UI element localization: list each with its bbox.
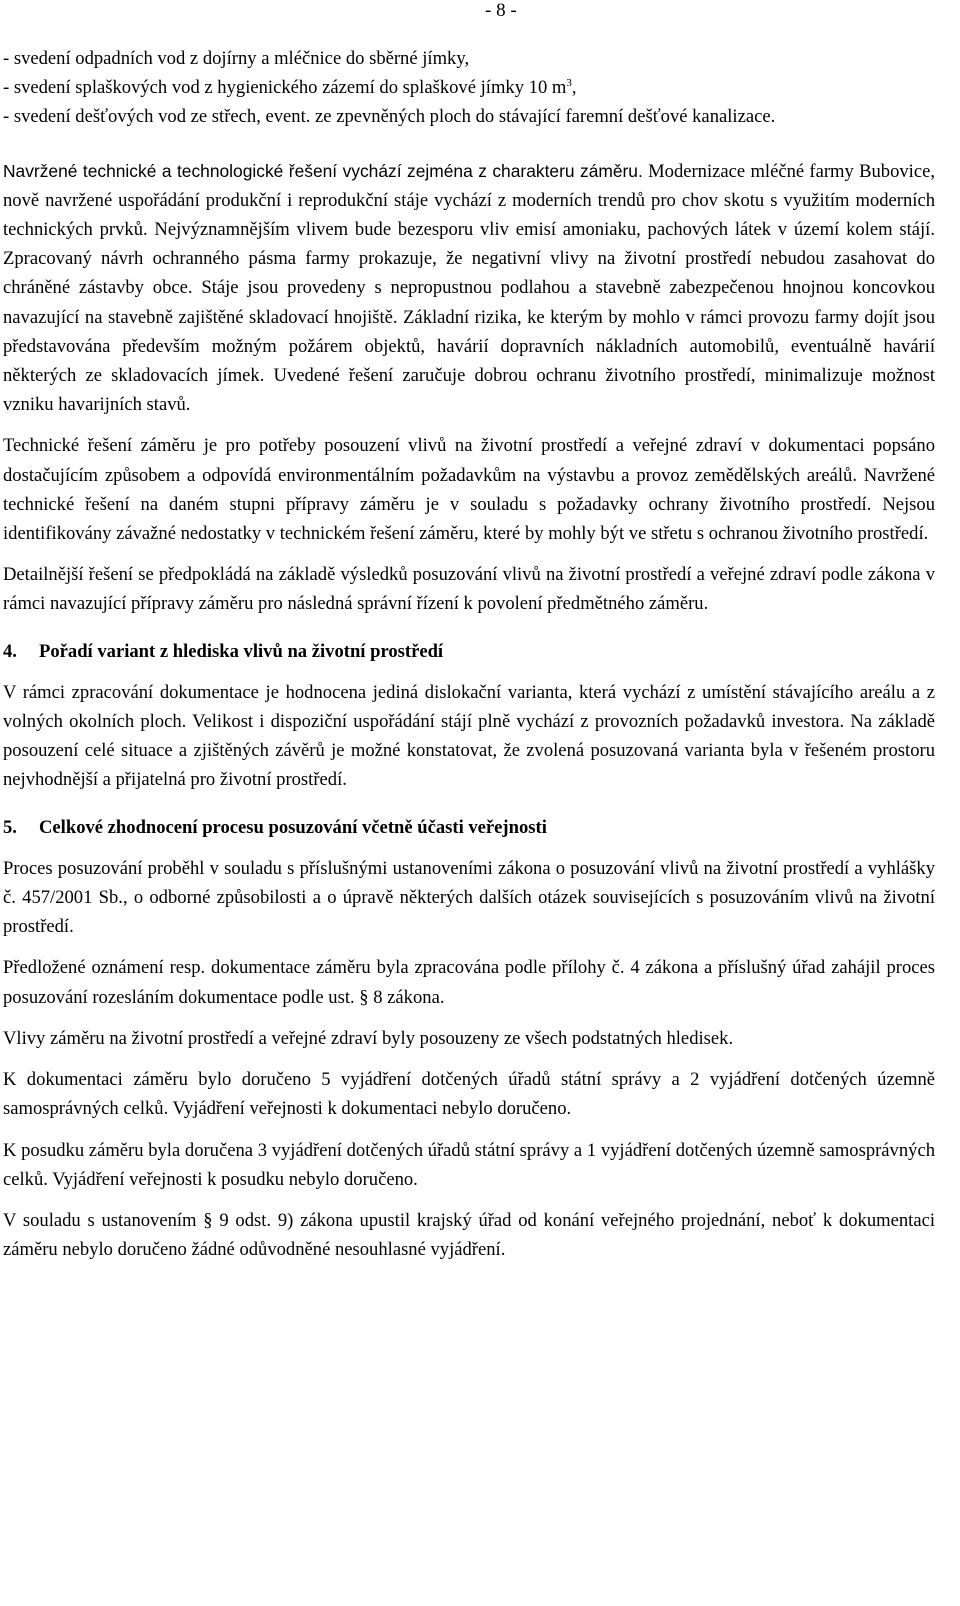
paragraph-lead: Navržené technické a technologické řešení vychází zejména z charakteru záměru. bbox=[3, 160, 643, 181]
section-number: 4. bbox=[3, 640, 17, 662]
paragraph: Detailnější řešení se předpokládá na základě výsledků posuzování vlivů na životní prostředí a veřejné zdraví podle zákona v rámci navazující přípravy záměru pro následná správní řízení k povolení předmětného záměru. bbox=[3, 564, 935, 615]
paragraph: Technické řešení záměru je pro potřeby posouzení vlivů na životní prostředí a veřejné zdraví v dokumentaci popsáno dostačujícím způsobem a odpovídá environmentálním požadavkům na výstavbu a provoz zemědělských areálů. Navržené technické řešení na daném stupni přípravy záměru je v souladu s požadavky ochrany životního prostředí. Nejsou identifikovány závažné nedostatky v technickém řešení záměru, které by mohly být ve střetu s ochranou životního prostředí. bbox=[3, 435, 935, 545]
section-title: Pořadí variant z hlediska vlivů na životní prostředí bbox=[39, 640, 444, 662]
paragraph: V rámci zpracování dokumentace je hodnocena jediná dislokační varianta, která vychází z umístění stávajícího areálu a z volných okolních ploch. Velikost i dispoziční uspořádání stájí plně vychází z provozních požadavků investora. Na základě posouzení celé situace a zjištěných závěrů je možné konstatovat, že zvolená posuzovaná varianta byla v řešeném prostoru nejvhodnější a přijatelná pro životní prostředí. bbox=[3, 681, 935, 791]
bullet-list bbox=[3, 44, 935, 132]
section-title: Celkové zhodnocení procesu posuzování včetně účasti veřejnosti bbox=[39, 816, 547, 838]
page-number: - 8 - bbox=[485, 0, 517, 21]
section-number: 5. bbox=[3, 816, 17, 838]
list-item: - svedení splaškových vod z hygienického zázemí do splaškové jímky 10 $m^3$, bbox=[3, 77, 577, 99]
list-item: - svedení odpadních vod z dojírny a mléčnice do sběrné jímky, bbox=[3, 48, 470, 69]
document-body bbox=[3, 44, 935, 1264]
paragraph: K posudku záměru byla doručena 3 vyjádření dotčených úřadů státní správy a 1 vyjádření dotčených územně samosprávných celků. Vyjádření veřejnosti k posudku nebylo doručeno. bbox=[3, 1139, 935, 1190]
paragraph: K dokumentaci záměru bylo doručeno 5 vyjádření dotčených úřadů státní správy a 2 vyjádření dotčených územně samosprávných celků. Vyjádření veřejnosti k dokumentaci nebylo doručeno. bbox=[3, 1069, 935, 1120]
paragraph: Předložené oznámení resp. dokumentace záměru byla zpracována podle přílohy č. 4 zákona a příslušný úřad zahájil proces posuzování rozesláním dokumentace podle ust. § 8 zákona. bbox=[3, 957, 935, 1008]
paragraph: Proces posuzování proběhl v souladu s příslušnými ustanoveními zákona o posuzování vlivů na životní prostředí a vyhlášky č. 457/2001 Sb., o odborné způsobilosti a o úpravě některých dalších otázek souvisejících s posuzováním vlivů na životní prostředí. bbox=[3, 857, 935, 938]
section-heading bbox=[3, 813, 935, 842]
paragraph: V souladu s ustanovením § 9 odst. 9) zákona upustil krajský úřad od konání veřejného projednání, neboť k dokumentaci záměru nebylo doručeno žádné odůvodněné nesouhlasné vyjádření. bbox=[3, 1209, 935, 1261]
section-heading bbox=[3, 637, 935, 666]
list-item: - svedení dešťových vod ze střech, event. ze zpevněných ploch do stávající faremní dešťové kanalizace. bbox=[3, 106, 776, 128]
paragraph: Navržené technické a technologické řešení vychází zejména z charakteru záměru. Modernizace mléčné farmy Bubovice, nově navržené uspořádání produkční i reprodukční stáje vychází z moderních trendů pro chov skotu s využitím moderních technických prvků. Nejvýznamnějším vlivem bude bezesporu vliv emisí amoniaku, pachových látek v území kolem stájí. Zpracovaný návrh ochranného pásma farmy prokazuje, že negativní vlivy na životní prostředí nebudou zasahovat do chráněné zástavby obce. Stáje jsou provedeny s nepropustnou podlahou a stavebně zabezpečenou hnojnou koncovkou navazující na stavebně zajištěné skladovací hnojiště. Základní rizika, ke kterým by mohlo v rámci provozu farmy dojít jsou představována především možným požárem objektů, havárií dopravních nákladních automobilů, eventuálně havárií některých ze skladovacích jímek. Uvedené řešení zaručuje dobrou ochranu životního prostředí, minimalizuje možnost vzniku havarijních stavů. bbox=[3, 160, 935, 416]
paragraph: Vlivy záměru na životní prostředí a veřejné zdraví byly posouzeny ze všech podstatných hledisek. bbox=[3, 1027, 734, 1049]
superscript: 3 bbox=[566, 77, 572, 90]
